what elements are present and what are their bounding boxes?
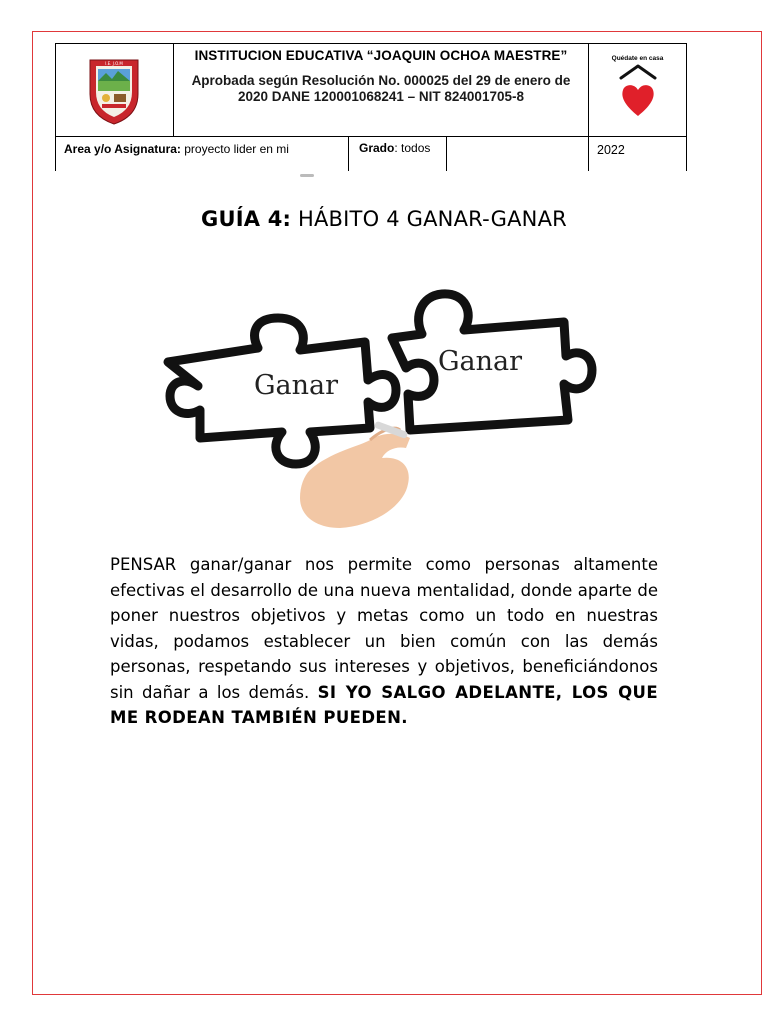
body-emphasis: SI YO SALGO ADELANTE, LOS QUE ME RODEAN TAMBIÉN PUEDEN. xyxy=(110,682,658,727)
body-paragraph-text: PENSAR ganar/ganar nos permite como personas altamente efectivas el desarrollo de una nueva mentalidad, donde aparte de poner nuestros objetivos y metas como un todo en nuestras vidas, podamos establecer un bien común con las demás personas, respetando sus intereses y objetivos, beneficiándonos sin dañar a los demás. xyxy=(110,555,658,702)
body-paragraph xyxy=(110,552,658,731)
left-piece-label: Ganar xyxy=(253,370,339,401)
school-crest-icon xyxy=(56,44,173,136)
stay-home-caption: Quédate en casa xyxy=(611,55,664,62)
year-text: 2022 xyxy=(597,143,625,157)
institution-title-cell xyxy=(173,43,589,137)
right-piece-label: Ganar xyxy=(437,346,523,377)
puzzle-illustration xyxy=(160,270,600,530)
area-label: Area y/o Asignatura: xyxy=(64,142,181,156)
year-cell xyxy=(588,136,687,171)
approval-text xyxy=(174,73,588,105)
area-cell xyxy=(55,136,349,171)
svg-text:I.E. J.O.M: I.E. J.O.M xyxy=(105,61,123,66)
guide-title-rest: HÁBITO 4 GANAR-GANAR xyxy=(291,207,567,231)
guide-title-bold: GUÍA 4: xyxy=(201,207,292,231)
approval-line-2: 2020 DANE 120001068241 – NIT 824001705-8 xyxy=(238,89,524,104)
institution-name: INSTITUCION EDUCATIVA “JOAQUIN OCHOA MAESTRE” xyxy=(194,48,568,63)
school-logo-cell xyxy=(55,43,174,137)
house-heart-icon xyxy=(589,44,686,134)
approval-line-1: Aprobada según Resolución No. 000025 del 29 de enero de xyxy=(191,73,571,88)
scan-smudge xyxy=(300,174,314,177)
grado-value: : todos xyxy=(394,141,431,155)
header-table xyxy=(55,43,687,178)
grado-label: Grado xyxy=(359,141,395,155)
area-value: proyecto lider en mi xyxy=(180,142,289,156)
area-text xyxy=(64,142,289,156)
grado-text xyxy=(359,141,430,155)
grado-cell xyxy=(348,136,447,171)
empty-cell xyxy=(446,136,589,171)
guide-title xyxy=(0,207,768,231)
stay-home-logo-cell xyxy=(588,43,687,137)
